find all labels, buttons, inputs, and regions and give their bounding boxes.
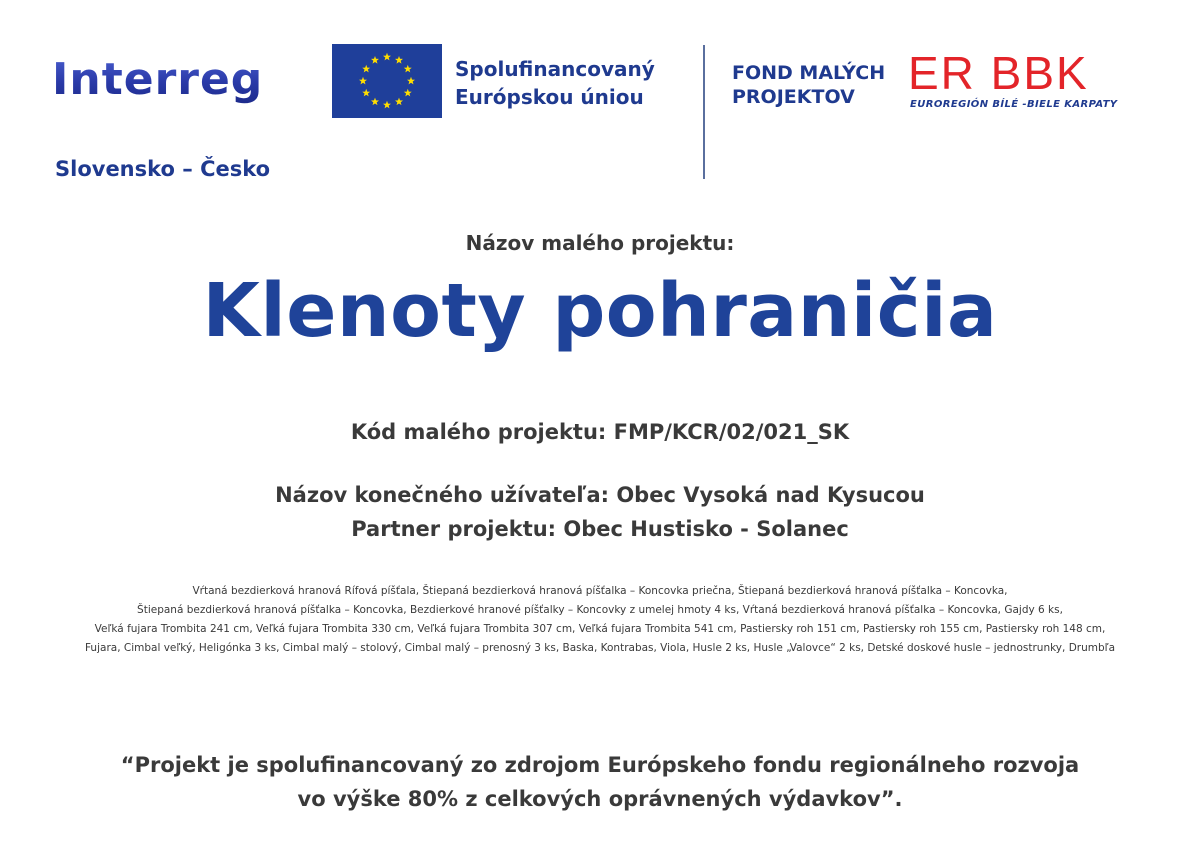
header-divider xyxy=(703,45,705,179)
project-partner: Partner projektu: Obec Hustisko - Solanec xyxy=(351,517,849,541)
fund-small-projects-label xyxy=(732,61,885,109)
eu-cofinancing-label xyxy=(455,55,655,111)
interreg-logo: Interreg xyxy=(52,54,264,105)
instrument-list-line: Vŕtaná bezdierková hranová Rífová píšťala, Štiepaná bezdierková hranová píšťalka – Koncovka priečna, Štiepaná bezdierková hranová píšťalka – Koncovka, xyxy=(192,585,1008,597)
instrument-list-line: Štiepaná bezdierková hranová píšťalka – Koncovka, Bezdierkové hranové píšťalky – Koncovky z umelej hmoty 4 ks, Vŕtaná bezdierková hranová píšťalka – Koncovka, Gajdy 6 ks, xyxy=(137,604,1063,616)
fund-label-line2: PROJEKTOV xyxy=(732,86,855,108)
eu-flag-icon xyxy=(332,44,442,118)
project-code: Kód malého projektu: FMP/KCR/02/021_SK xyxy=(350,420,850,444)
final-beneficiary: Názov konečného užívateľa: Obec Vysoká nad Kysucou xyxy=(275,483,925,507)
erbbk-logo: ER BBK xyxy=(908,47,1089,99)
instrument-list xyxy=(0,582,1200,658)
project-name-label: Názov malého projektu: xyxy=(465,231,735,255)
eu-label-line2: Európskou úniou xyxy=(455,85,644,109)
interreg-region-label: Slovensko – Česko xyxy=(55,157,271,181)
instrument-list-line: Fujara, Cimbal veľký, Heligónka 3 ks, Cimbal malý – stolový, Cimbal malý – prenosný 3 ks, Baska, Kontrabas, Viola, Husle 2 ks, Husle „Valovce“ 2 ks, Detské doskové husle – jednostrunky, Drumbľa xyxy=(84,642,1116,654)
funding-statement-line1: “Projekt je spolufinancovaný zo zdrojom Európskeho fondu regionálneho rozvoja xyxy=(120,753,1080,777)
erbbk-subtitle: EUROREGIÓN BÍLÉ -BIELE KARPATY xyxy=(910,99,1118,110)
fund-label-line1: FOND MALÝCH xyxy=(732,62,886,84)
funding-statement xyxy=(0,748,1200,816)
funding-statement-line2: vo výške 80% z celkových oprávnených výdavkov”. xyxy=(297,787,903,811)
instrument-list-line: Veľká fujara Trombita 241 cm, Veľká fujara Trombita 330 cm, Veľká fujara Trombita 307 cm, Veľká fujara Trombita 541 cm, Pastiersky roh 151 cm, Pastiersky roh 155 cm, Pastiersky roh 148 cm, xyxy=(94,623,1106,635)
eu-label-line1: Spolufinancovaný xyxy=(455,57,655,81)
project-title: Klenoty pohraničia xyxy=(202,268,998,354)
